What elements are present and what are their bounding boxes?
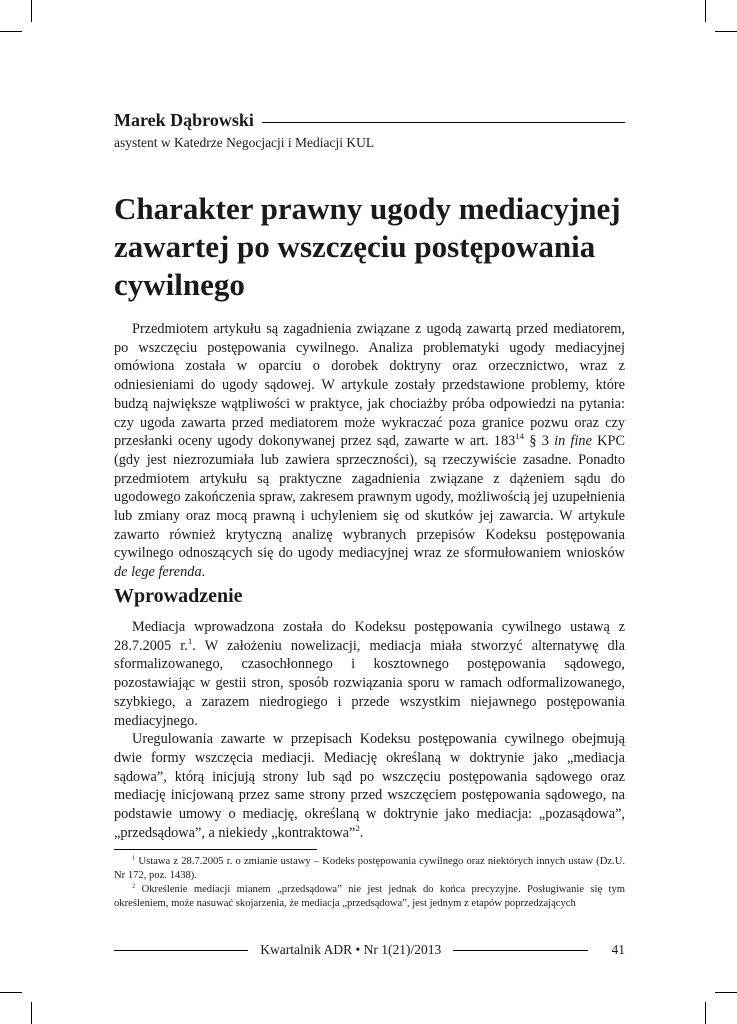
- crop-mark: [715, 992, 737, 993]
- page-number: 41: [611, 942, 626, 957]
- footer-rule: [453, 950, 587, 951]
- crop-mark: [705, 0, 706, 22]
- author-affiliation: asystent w Katedrze Negocjacji i Mediacji KUL: [114, 135, 375, 150]
- paragraph-text: . W założeniu nowelizacji, mediacja miała stworzyć alternatywę dla sformalizowanego, czasochłonnego i kosztownego postępowania sądowego, pozostawiając w gestii stron, sposób rozwiązania sporu w ramach odformalizowanego, szybkiego, a zarazem niedrogiego i przede wszystkim niejawnego postępowania mediacyjnego.: [114, 637, 625, 729]
- paragraph-text: .: [359, 824, 364, 841]
- abstract-text: KPC (gdy jest niezrozumiała lub zawiera sprzeczności), są rzeczywiście zasadne. Ponadto przedmiotem artykułu są praktyczne zagadnienia związane z dążeniem sądu do ugodowego zakończenia spraw, zakresem prawnym ugody, możliwością jej uzupełnienia lub zmiany oraz mocą prawną i uchyleniem się od skutków jej zawarcia. W artykule zawarto również krytyczną analizę wybranych przepisów Kodeksu postępowania cywilnego odnoszących się do ugody mediacyjnej wraz ze sformułowaniem wniosków: [114, 433, 625, 562]
- abstract-text: .: [201, 564, 206, 581]
- journal-name: Kwartalnik ADR • Nr 1(21)/2013: [260, 942, 442, 957]
- crop-mark: [715, 31, 737, 32]
- footnote-text: Określenie mediacji mianem „przedsądowa” nie jest jednak do końca precyzyjne. Posługiwanie się tym określeniem, może nasuwać skojarzenia, że mediacja „przedsądowa”, jest jednym z etapów poprzedzających: [114, 884, 625, 909]
- article-title: Charakter prawny ugody mediacyjnej zawartej po wszczęciu postępowania cywilnego: [114, 191, 621, 302]
- footnote-text: Ustawa z 28.7.2005 r. o zmianie ustawy – Kodeks postępowania cywilnego oraz niektórych innych ustaw (Dz.U. Nr 172, poz. 1438).: [114, 856, 625, 881]
- superscript: 14: [515, 431, 525, 442]
- paragraph: [114, 618, 625, 730]
- page-footer: [114, 942, 625, 958]
- author-name: Marek Dąbrowski: [114, 110, 254, 130]
- footnotes: [114, 855, 625, 911]
- footer-rule: [114, 950, 248, 951]
- author-header: [114, 110, 625, 131]
- crop-mark: [31, 0, 32, 22]
- abstract: [114, 320, 625, 582]
- section-heading: Wprowadzenie: [114, 585, 243, 607]
- abstract-text: § 3: [524, 433, 555, 450]
- abstract-text: Przedmiotem artykułu są zagadnienia związane z ugodą zawartą przed mediatorem, po wszczęciu postępowania cywilnego. Analiza problematyki ugody mediacyjnej omówiona została w oparciu o dorobek doktryny oraz orzecznictwo, wraz z odniesieniami do ugody sądowej. W artykule zostały przedstawione problemy, które budzą największe wątpliwości w praktyce, jak chociażby próba odpowiedzi na pytania: czy ugoda zawarta przed mediatorem może wykraczać poza granice pozwu oraz czy przesłanki oceny ugody dokonywanej przez sąd, zawarte w art. 183: [114, 321, 625, 450]
- italic-phrase: in fine: [554, 433, 592, 450]
- footnote-ref[interactable]: 1: [187, 635, 193, 646]
- footnote-mark: 1: [132, 854, 136, 862]
- crop-mark: [0, 31, 22, 32]
- paragraph-text: Mediacja wprowadzona została do Kodeksu postępowania cywilnego ustawą z 28.7.2005 r.: [114, 619, 625, 654]
- footnote: [114, 855, 625, 883]
- footnote-separator: [114, 849, 317, 850]
- crop-mark: [31, 1002, 32, 1024]
- paragraph: [114, 730, 625, 842]
- footnote: [114, 883, 625, 911]
- footnote-mark: 2: [132, 882, 136, 890]
- crop-mark: [705, 1002, 706, 1024]
- crop-mark: [0, 992, 22, 993]
- author-rule: [262, 122, 625, 123]
- section-body: [114, 618, 625, 842]
- italic-phrase: de lege ferenda: [114, 564, 202, 581]
- paragraph-text: Uregulowania zawarte w przepisach Kodeksu postępowania cywilnego obejmują dwie formy wszczęcia mediacji. Mediację określaną w doktrynie jako „mediacja sądowa”, którą inicjują strony lub sąd po wszczęciu postępowania sądowego oraz mediację inicjowaną przez same strony przed wszczęciem postępowania sądowego, na podstawie umowy o mediację, określaną w doktrynie jako mediacja: „pozasądowa”, „przedsądowa”, a niekiedy „kontraktowa”: [114, 731, 625, 841]
- footnote-ref[interactable]: 2: [355, 822, 360, 833]
